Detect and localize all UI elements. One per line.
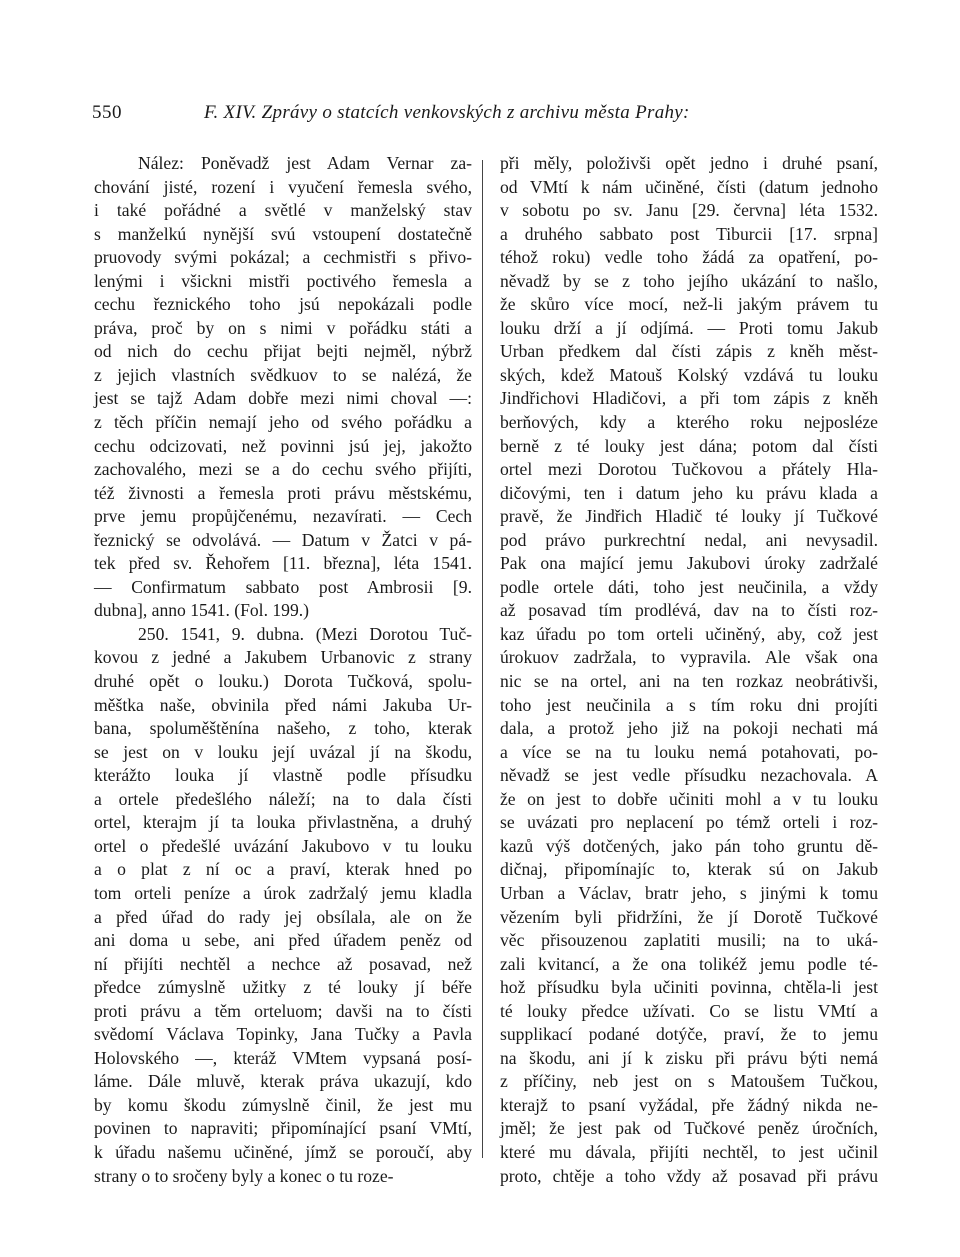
text-line: v sobotu po sv. Janu [29. června] léta 1532. xyxy=(500,200,878,221)
text-line: dičnaj, připomínajíc to, kterak sú on Jakub xyxy=(500,859,878,880)
column-divider xyxy=(482,160,483,1158)
text-line: dubna], anno 1541. (Fol. 199.) xyxy=(94,600,310,621)
text-line: pravě, že Jindřich Hladič té louky jí Tučkové xyxy=(500,506,878,527)
text-line: zali kvitancí, a že ona tolikéž jemu podle té- xyxy=(500,953,878,974)
text-line: Jindřichovi Hladičovi, a při tom zápis z kněh xyxy=(500,388,878,409)
text-line: — Confirmatum sabbato post Ambrosii [9. xyxy=(94,576,472,597)
text-line: se jest on v louku její uvázal jí na škodu, xyxy=(94,741,472,762)
text-line: a více se na tu louku nemá potahovati, po- xyxy=(500,741,878,762)
text-line: berně z té louky jest dána; potom dal čísti xyxy=(500,435,878,456)
right-text-column xyxy=(500,152,878,1188)
text-line: proti právu a těm orteluom; davši na to čísti xyxy=(94,1000,472,1021)
text-line: zachovalého, mezi se a do cechu svého přijíti, xyxy=(94,459,472,480)
text-line: ortel o předešlé uvázání Jakubovo v tu louku xyxy=(94,835,472,856)
text-line: vězením byli přidržíni, že jí Dorotě Tučkové xyxy=(500,906,878,927)
text-line: kovou z jedné a Jakubem Urbanovic z strany xyxy=(94,647,472,668)
text-line: louku drží a jí odjímá. — Proti tomu Jakub xyxy=(500,317,878,338)
text-line: 250. 1541, 9. dubna. (Mezi Dorotou Tuč- xyxy=(138,623,472,644)
text-line: že skůro více mocí, než-li jakým právem tu xyxy=(500,294,878,315)
text-line: strany o to sročeny byly a konec o tu roze- xyxy=(94,1165,394,1186)
text-line: z těch příčin nemají jeho od svého pořádku a xyxy=(94,412,472,433)
text-line: Nález: Poněvadž jest Adam Vernar za- xyxy=(138,153,472,173)
text-line: dala, a protož jeho již na pokoji nechati má xyxy=(500,718,878,739)
text-line: chování jisté, rození i vyučení řemesla svého, xyxy=(94,176,472,197)
text-line: kazů výš dotčených, jako pán toho gruntu dě- xyxy=(500,835,878,856)
text-line: při měly, položivši opět jedno i druhé psaní, xyxy=(500,153,878,173)
text-line: k úřadu našemu učiněné, jímž se poroučí, aby xyxy=(94,1141,472,1162)
text-line: věc přisouzenou zaplatiti musili; na to uká- xyxy=(500,930,878,951)
text-line: na škodu, ani jí k zisku při právu býti nemá xyxy=(500,1047,878,1068)
text-line: hož přísudku byla učiniti povinna, chtěla-li jest xyxy=(500,977,878,998)
text-line: něvadž by se z toho jejího ukázání to našlo, xyxy=(500,270,878,291)
text-line: z příčiny, neb jest on s Matoušem Tučkou, xyxy=(500,1071,878,1092)
text-line: předce zúmyslně užitky z té louky jí béře xyxy=(94,977,472,998)
text-line: podle ortele dáti, toho jest neučinila, a vždy xyxy=(500,576,878,597)
text-line: Pak ona mající jemu Jakubovi úroky zadržalé xyxy=(500,553,878,574)
text-line: cechu odcizovati, než povinni jsú jej, jakožto xyxy=(94,435,472,456)
text-line: jměl; že jest pak od Tučkové peněz úročních, xyxy=(500,1118,878,1139)
page-number: 550 xyxy=(92,102,122,123)
text-line: tom orteli peníze a úrok zadržalý jemu kladla xyxy=(94,882,472,903)
text-line: kterajž to psaní vyžádal, pře žádný nikda ne- xyxy=(500,1094,878,1115)
text-line: s manželkú nynější svú vstoupení dostatečně xyxy=(94,223,472,244)
text-line: by komu škodu zúmyslně činil, že jest mu xyxy=(94,1094,472,1115)
text-line: nic se na ortel, ani na ten rozkaz neobrátivši, xyxy=(500,671,878,692)
text-line: že on jest to dobře učiniti mohl a v tu louku xyxy=(500,788,878,809)
text-line: a před úřad do rady jej obsílala, ale on že xyxy=(94,906,472,927)
left-text-column xyxy=(94,152,472,1188)
text-line: supplikací podané dotýče, praví, že to jemu xyxy=(500,1024,878,1045)
running-title: F. XIV. Zprávy o statcích venkovských z archivu města Prahy: xyxy=(204,102,690,123)
text-line: kterážto louka jí vlastně podle přísudku xyxy=(94,765,472,786)
text-line: té louky předce užívati. Co se listu VMtí a xyxy=(500,1000,878,1021)
text-line: něvadž se jest vedle přísudku nezachovala. A xyxy=(500,765,878,786)
text-line: se uvázati pro neplacení po témž orteli i roz- xyxy=(500,812,878,833)
text-line: Holovského —, kteráž VMtem vypsaná posí- xyxy=(94,1047,472,1068)
text-line: toho jest neučinila a s tím roku dni projíti xyxy=(500,694,878,715)
text-line: až posavad tím prodlévá, dav na to čísti roz- xyxy=(500,600,878,621)
text-line: ní přijíti nechtěl a nechce až posavad, než xyxy=(94,953,472,974)
text-line: a druhého sabbato post Tiburcii [17. srpna] xyxy=(500,223,878,244)
text-line: ortel mezi Dorotou Tučkovou a přátely Hla- xyxy=(500,459,878,480)
text-line: od nich do cechu přijat bejti nejměl, nýbrž xyxy=(94,341,472,362)
text-line: svědomí Václava Topinky, Jana Tučky a Pavla xyxy=(94,1024,472,1045)
text-line: práva, proč by on s nimi v pořádku státi a xyxy=(94,317,472,338)
text-line: pruovody svými pokázal; a cechmistři s přivo- xyxy=(94,247,472,268)
text-line: též živnosti a řemesla proti právu městskému, xyxy=(94,482,472,503)
text-line: od VMtí k nám učiněné, čísti (datum jednoho xyxy=(500,176,878,197)
text-line: i také pořádné a světlé v manželský stav xyxy=(94,200,472,221)
text-line: dičovými, ten i datum jeho ku právu klada a xyxy=(500,482,878,503)
text-line: ských, kdež Matouš Kolský vzdává tu louku xyxy=(500,364,878,385)
text-line: prve jemu propůjčenému, nezavírati. — Cech xyxy=(94,506,472,527)
text-line: kaz úřadu po tom orteli učiněný, aby, což jest xyxy=(500,623,878,644)
text-line: jest se tajž Adam dobře mezi nimi choval —: xyxy=(94,388,472,409)
text-line: bana, spoluměštěnína našeho, z toho, kterak xyxy=(94,718,472,739)
text-line: proto, chtěje a toho vždy až posavad při právu xyxy=(500,1165,878,1186)
text-line: berňových, kdy a kterého roku nejposléze xyxy=(500,412,878,433)
text-line: tek před sv. Řehořem [11. března], léta 1541. xyxy=(94,553,472,574)
text-line: povinen to napraviti; připomínající psaní VMtí, xyxy=(94,1118,472,1139)
text-line: úrokuov zadržala, to vypravila. Ale však ona xyxy=(500,647,878,668)
page-header xyxy=(92,98,882,128)
text-line: láme. Dále mluvě, kterak práva ukazují, kdo xyxy=(94,1071,472,1092)
text-line: a ortele předešlého náleží; na to dala čísti xyxy=(94,788,472,809)
text-line: ortel, kterajm jí ta louka přivlastněna, a druhý xyxy=(94,812,472,833)
text-line: Urban předkem dal čísti zápis z kněh měst- xyxy=(500,341,878,362)
text-line: pod právo purkrechtní nedal, ani nevysadil. xyxy=(500,529,878,550)
text-line: měštka naše, obvinila před námi Jakuba Ur- xyxy=(94,694,472,715)
text-line: z jejich vlastních svědkuov to se nalézá, že xyxy=(94,364,472,385)
text-line: lenými i všickni mistři poctivého řemesla a xyxy=(94,270,472,291)
text-line: druhé opět o louku.) Dorota Tučková, spolu- xyxy=(94,671,472,692)
text-line: které mu dávala, přijíti nechtěl, to jest učinil xyxy=(500,1141,878,1162)
text-line: Urban a Václav, bratr jeho, s jinými k tomu xyxy=(500,882,878,903)
text-line: cechu řeznického toho jsú nepokázali podle xyxy=(94,294,472,315)
text-line: ani doma u sebe, ani před úřadem peněz od xyxy=(94,930,472,951)
text-line: řeznický se odvolává. — Datum v Žatci v pá- xyxy=(94,529,472,550)
text-line: a o plat z ní oc a praví, kterak hned po xyxy=(94,859,472,880)
text-line: téhož roku) vedle toho žádá za opatření, po- xyxy=(500,247,878,268)
